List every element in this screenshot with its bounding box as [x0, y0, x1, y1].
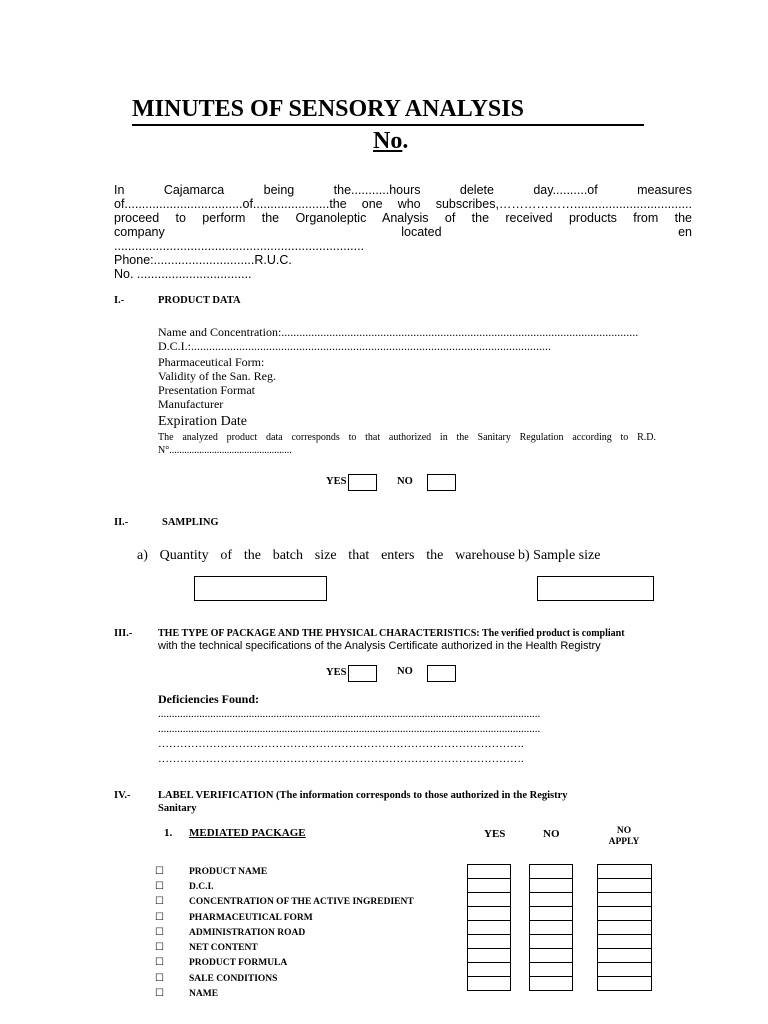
- list-item: [155, 971, 414, 986]
- list-item: [155, 910, 414, 925]
- list-item: [155, 956, 414, 971]
- no-apply-cell[interactable]: [598, 949, 652, 963]
- section-1-no-label: NO: [397, 476, 413, 487]
- sanitary-note-line-1: The analyzed product data corresponds to that authorized in the Sanitary Regulation according to R.D.: [158, 432, 656, 443]
- intro-line-4: company located en: [114, 225, 692, 239]
- section-3-yes-label: YES: [326, 667, 347, 678]
- checkbox-icon[interactable]: ☐: [155, 926, 164, 938]
- no-cell[interactable]: [530, 865, 573, 879]
- section-1-yes-label: YES: [326, 476, 347, 487]
- number-suffix: .: [402, 128, 409, 154]
- field-validity: Validity of the San. Reg.: [158, 369, 276, 383]
- yes-column-grid: [467, 864, 511, 991]
- yes-cell[interactable]: [468, 893, 511, 907]
- item-label: PHARMACEUTICAL FORM: [189, 912, 313, 923]
- item-label: NAME: [189, 989, 219, 1000]
- intro-line-3: proceed to perform the Organoleptic Analysis of the received products from the: [114, 211, 692, 225]
- no-apply-cell[interactable]: [598, 907, 652, 921]
- intro-line-2: of..................................of......................the one who subscribes,………………..................................: [114, 197, 692, 211]
- section-4-title-line-1: LABEL VERIFICATION (The information corresponds to those authorized in the Registry: [158, 790, 568, 801]
- section-3-title: [158, 628, 625, 639]
- section-3-yes-box[interactable]: [348, 665, 377, 682]
- deficiencies-found-label: Deficiencies Found:: [158, 692, 259, 706]
- checkbox-icon[interactable]: ☐: [155, 865, 164, 877]
- no-cell[interactable]: [530, 921, 573, 935]
- field-name-concentration: Name and Concentration:.......................................................................................................................: [158, 325, 639, 339]
- no-apply-cell[interactable]: [598, 963, 652, 977]
- yes-cell[interactable]: [468, 921, 511, 935]
- no-cell[interactable]: [530, 893, 573, 907]
- subsection-1-number: 1.: [164, 827, 173, 839]
- no-cell[interactable]: [530, 935, 573, 949]
- item-label: PRODUCT FORMULA: [189, 958, 288, 969]
- field-dci: D.C.I.:........................................................................................................................: [158, 339, 551, 353]
- no-apply-cell[interactable]: [598, 921, 652, 935]
- deficiencies-lines: [158, 708, 598, 766]
- list-item: [155, 925, 414, 940]
- no-apply-cell[interactable]: [598, 935, 652, 949]
- item-label: D.C.I.: [189, 881, 214, 892]
- field-expiration-date: Expiration Date: [158, 414, 248, 429]
- sampling-item-a: a) Quantity of the batch size that enters the warehouse: [137, 548, 515, 563]
- sanitary-note-line-2: N°.................................................: [158, 445, 292, 456]
- no-apply-cell[interactable]: [598, 977, 652, 991]
- yes-cell[interactable]: [468, 963, 511, 977]
- no-cell[interactable]: [530, 879, 573, 893]
- section-4-number: IV.-: [114, 790, 131, 801]
- deficiency-line-1: ...........................................................................................................................................: [158, 708, 541, 720]
- no-cell[interactable]: [530, 907, 573, 921]
- intro-line-5: ........................................................................: [114, 239, 365, 253]
- column-no-apply-header: [596, 826, 652, 848]
- intro-phone-ruc: Phone:.............................R.U.C.: [114, 253, 292, 267]
- no-apply-column-grid: [597, 864, 652, 991]
- item-label: SALE CONDITIONS: [189, 973, 278, 984]
- column-no-apply-line-2: APPLY: [608, 837, 640, 847]
- subsection-1-title: MEDIATED PACKAGE: [189, 827, 306, 839]
- sample-size-input[interactable]: [537, 576, 654, 601]
- sampling-item-b: b) Sample size: [518, 548, 601, 563]
- intro-line-1: In Cajamarca being the...........hours delete day..........of measures: [114, 183, 692, 197]
- document-number: [373, 126, 408, 156]
- yes-cell[interactable]: [468, 935, 511, 949]
- label-items-list: [155, 864, 414, 1002]
- item-label: NET CONTENT: [189, 943, 258, 954]
- list-item: [155, 986, 414, 1001]
- yes-cell[interactable]: [468, 977, 511, 991]
- yes-cell[interactable]: [468, 949, 511, 963]
- section-3-number: III.-: [114, 628, 133, 639]
- section-1-title: PRODUCT DATA: [158, 295, 241, 306]
- deficiency-line-4: ……………………………………………………………………………………….: [158, 753, 524, 765]
- no-cell[interactable]: [530, 977, 573, 991]
- column-yes-header: YES: [484, 828, 506, 840]
- column-no-header: NO: [543, 828, 560, 840]
- product-data-fields: [158, 325, 658, 457]
- item-label: PRODUCT NAME: [189, 866, 268, 877]
- checkbox-icon[interactable]: ☐: [155, 957, 164, 969]
- checkbox-icon[interactable]: ☐: [155, 896, 164, 908]
- list-item: [155, 940, 414, 955]
- no-cell[interactable]: [530, 963, 573, 977]
- no-cell[interactable]: [530, 949, 573, 963]
- column-no-apply-line-1: NO: [616, 826, 632, 836]
- list-item: [155, 879, 414, 894]
- section-2-title: SAMPLING: [162, 517, 219, 528]
- item-label: CONCENTRATION OF THE ACTIVE INGREDIENT: [189, 897, 414, 908]
- intro-paragraph: [114, 183, 692, 281]
- intro-number: No. .................................: [114, 267, 252, 281]
- section-4-title-line-2: Sanitary: [158, 803, 197, 814]
- field-manufacturer: Manufacturer: [158, 397, 224, 411]
- list-item: [155, 895, 414, 910]
- checkbox-icon[interactable]: ☐: [155, 988, 164, 1000]
- no-apply-cell[interactable]: [598, 865, 652, 879]
- no-apply-cell[interactable]: [598, 893, 652, 907]
- yes-cell[interactable]: [468, 879, 511, 893]
- section-3-no-label: NO: [397, 666, 413, 677]
- checkbox-icon[interactable]: ☐: [155, 911, 164, 923]
- section-3-title-rest: The verified product is compliant: [479, 628, 625, 639]
- number-label: No: [373, 128, 403, 154]
- yes-cell[interactable]: [468, 865, 511, 879]
- section-3-line-2: with the technical specifications of the Analysis Certificate authorized in the Health Registry: [158, 640, 601, 652]
- field-presentation: Presentation Format: [158, 383, 255, 397]
- section-3-no-box[interactable]: [427, 665, 456, 682]
- document-title: MINUTES OF SENSORY ANALYSIS: [132, 94, 644, 126]
- no-apply-cell[interactable]: [598, 879, 652, 893]
- list-item: [155, 864, 414, 879]
- deficiency-line-3: ……………………………………………………………………………………….: [158, 738, 524, 750]
- section-2-number: II.-: [114, 517, 129, 528]
- yes-cell[interactable]: [468, 907, 511, 921]
- section-3-title-bold: THE TYPE OF PACKAGE AND THE PHYSICAL CHARACTERISTICS:: [158, 628, 480, 639]
- section-1-yes-box[interactable]: [348, 474, 377, 491]
- section-1-no-box[interactable]: [427, 474, 456, 491]
- batch-size-input[interactable]: [194, 576, 327, 601]
- item-label: ADMINISTRATION ROAD: [189, 927, 306, 938]
- checkbox-icon[interactable]: ☐: [155, 880, 164, 892]
- field-pharmaceutical-form: Pharmaceutical Form:: [158, 355, 265, 369]
- deficiency-line-2: ...........................................................................................................................................: [158, 723, 541, 735]
- checkbox-icon[interactable]: ☐: [155, 972, 164, 984]
- section-1-number: I.-: [114, 295, 125, 306]
- no-column-grid: [529, 864, 573, 991]
- checkbox-icon[interactable]: ☐: [155, 942, 164, 954]
